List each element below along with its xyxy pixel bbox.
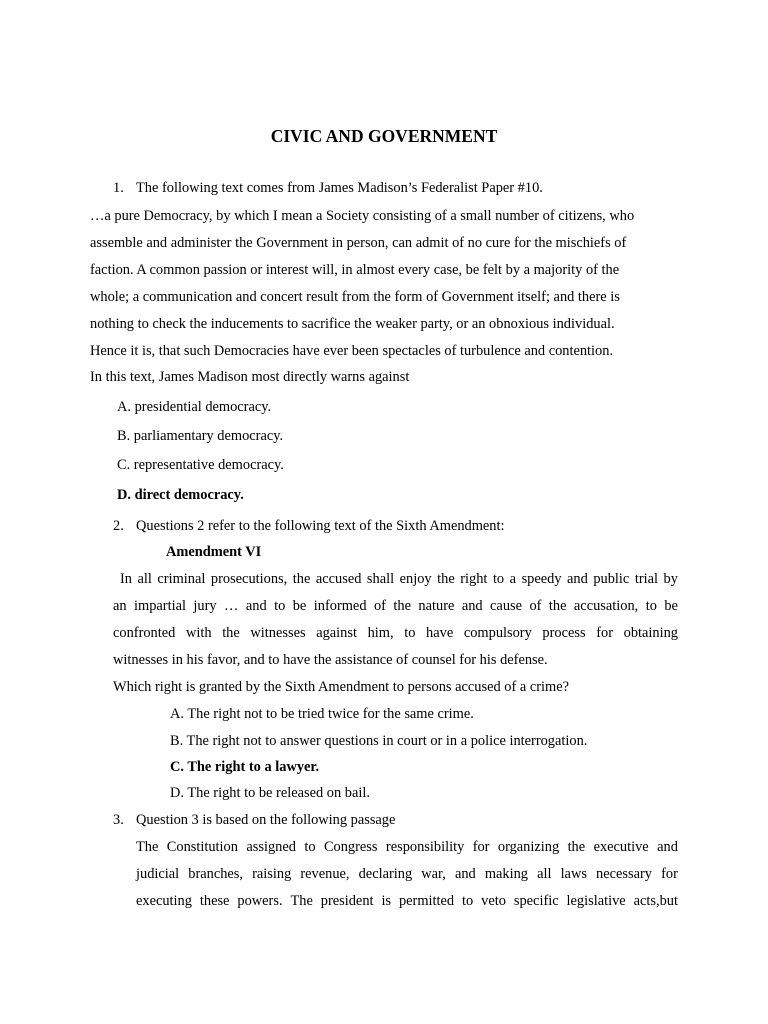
question-2-number: 2. bbox=[113, 518, 124, 534]
q2-option-a: A. The right not to be tried twice for the same crime. bbox=[170, 706, 474, 722]
page-title: CIVIC AND GOVERNMENT bbox=[270, 126, 498, 146]
q3-passage-line: The Constitution assigned to Congress responsibility for organizing the executive and bbox=[136, 839, 678, 855]
q2-option-c-answer: C. The right to a lawyer. bbox=[170, 759, 320, 775]
q2-passage-line: witnesses in his favor, and to have the assistance of counsel for his defense. bbox=[113, 652, 548, 668]
q1-option-c: C. representative democracy. bbox=[117, 457, 284, 473]
q1-passage-line: nothing to check the inducements to sacrifice the weaker party, or an obnoxious individual. bbox=[90, 316, 615, 332]
q2-passage-line: confronted with the witnesses against him, to have compulsory process for obtaining bbox=[113, 625, 678, 641]
question-2-intro: Questions 2 refer to the following text of the Sixth Amendment: bbox=[136, 518, 505, 534]
q2-option-b: B. The right not to answer questions in court or in a police interrogation. bbox=[170, 733, 588, 749]
q1-passage-line: faction. A common passion or interest will, in almost every case, be felt by a majority of the bbox=[90, 262, 620, 278]
question-2-prompt: Which right is granted by the Sixth Amendment to persons accused of a crime? bbox=[113, 679, 569, 695]
q3-passage-line: judicial branches, raising revenue, declaring war, and making all laws necessary for bbox=[136, 866, 678, 882]
q1-option-a: A. presidential democracy. bbox=[117, 399, 272, 415]
q2-passage-line: an impartial jury … and to be informed of the nature and cause of the accusation, to be bbox=[113, 598, 678, 614]
q2-option-d: D. The right to be released on bail. bbox=[170, 785, 370, 801]
question-1-intro: The following text comes from James Madison’s Federalist Paper #10. bbox=[136, 180, 543, 196]
amendment-heading: Amendment VI bbox=[166, 544, 262, 560]
q1-option-d-answer: D. direct democracy. bbox=[117, 487, 244, 503]
q1-passage-line: Hence it is, that such Democracies have ever been spectacles of turbulence and contention. bbox=[90, 343, 614, 359]
question-3-number: 3. bbox=[113, 812, 124, 828]
q3-passage-line: executing these powers. The president is permitted to veto specific legislative acts,but bbox=[136, 893, 678, 909]
q1-passage-line: …a pure Democracy, by which I mean a Society consisting of a small number of citizens, who bbox=[90, 208, 635, 224]
q1-passage-line: assemble and administer the Government in person, can admit of no cure for the mischiefs of bbox=[90, 235, 627, 251]
question-3-intro: Question 3 is based on the following passage bbox=[136, 812, 396, 828]
question-1-number: 1. bbox=[113, 180, 124, 196]
q1-option-b: B. parliamentary democracy. bbox=[117, 428, 284, 444]
q1-passage-line: whole; a communication and concert result from the form of Government itself; and there is bbox=[90, 289, 620, 305]
q2-passage-line: In all criminal prosecutions, the accused shall enjoy the right to a speedy and public trial by bbox=[120, 571, 678, 587]
question-1-prompt: In this text, James Madison most directly warns against bbox=[90, 369, 410, 385]
